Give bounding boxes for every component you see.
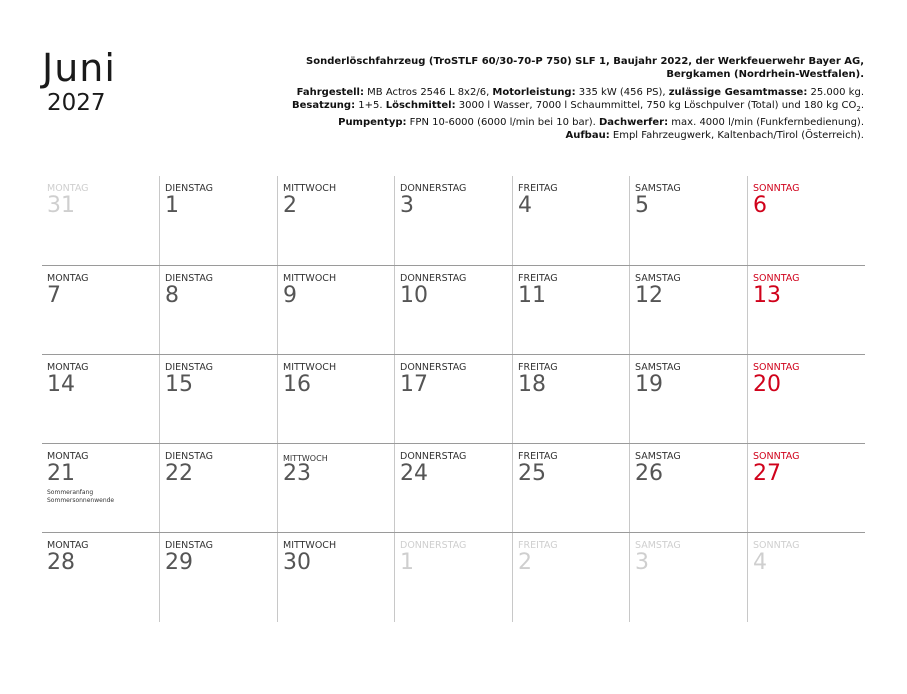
vehicle-description (264, 55, 864, 143)
besatzung-label: Besatzung: (291, 99, 356, 111)
info-line-pumpe (264, 116, 864, 129)
day-cell[interactable] (512, 355, 630, 444)
dachwerfer-label: Dachwerfer: (599, 117, 669, 129)
day-cell[interactable] (394, 444, 512, 533)
weekday-label: FREITAG (518, 451, 558, 462)
weekday-label: SAMSTAG (635, 273, 681, 284)
weekday-label: MITTWOCH (283, 540, 337, 551)
weekday-label: FREITAG (518, 362, 558, 373)
day-number: 14 (47, 372, 75, 397)
day-number: 29 (165, 550, 193, 575)
weekday-label: DIENSTAG (165, 362, 214, 373)
day-cell[interactable] (747, 533, 865, 622)
day-number: 20 (753, 372, 781, 397)
day-cell[interactable] (629, 176, 747, 265)
dachwerfer-value: max. 4000 l/min (Funkfernbedienung). (668, 117, 864, 129)
day-cell[interactable] (42, 533, 160, 622)
weekday-label: SONNTAG (753, 540, 800, 551)
aufbau-value: Empl Fahrzeugwerk, Kaltenbach/Tirol (Österreich). (609, 130, 864, 142)
day-number: 1 (165, 193, 179, 218)
motor-value: 335 kW (456 PS), (575, 86, 669, 98)
weekday-label: MITTWOCH (283, 273, 337, 284)
day-number: 13 (753, 283, 781, 308)
day-number: 30 (283, 550, 311, 575)
weekday-label: DIENSTAG (165, 451, 214, 462)
masse-label: zulässige Gesamtmasse: (668, 86, 808, 98)
day-cell[interactable] (277, 444, 395, 533)
day-number: 10 (400, 283, 428, 308)
weekday-label: FREITAG (518, 540, 558, 551)
day-number: 31 (47, 193, 75, 218)
day-cell[interactable] (42, 266, 160, 355)
week-row (42, 176, 865, 265)
day-cell[interactable] (629, 533, 747, 622)
weekday-label: SONNTAG (753, 451, 800, 462)
day-cell[interactable] (42, 444, 160, 533)
day-number: 11 (518, 283, 546, 308)
month-title: Juni (42, 46, 116, 90)
weekday-label: MITTWOCH (283, 183, 337, 194)
day-number: 3 (635, 550, 649, 575)
day-number: 2 (283, 193, 297, 218)
day-number: 21 (47, 461, 75, 486)
weekday-label: SONNTAG (753, 273, 800, 284)
day-cell[interactable] (394, 266, 512, 355)
week-row (42, 532, 865, 622)
weekday-label: MONTAG (47, 362, 89, 373)
week-row (42, 443, 865, 533)
day-cell[interactable] (747, 355, 865, 444)
besatzung-value: 1+5. (355, 99, 386, 111)
day-number: 3 (400, 193, 414, 218)
day-cell[interactable] (747, 444, 865, 533)
calendar-grid (42, 176, 865, 622)
weekday-label: FREITAG (518, 273, 558, 284)
weekday-label: SONNTAG (753, 362, 800, 373)
day-cell[interactable] (747, 176, 865, 265)
year-title: 2027 (47, 90, 106, 116)
fahrgestell-label: Fahrgestell: (296, 86, 364, 98)
day-cell[interactable] (747, 266, 865, 355)
day-cell[interactable] (159, 266, 277, 355)
day-cell[interactable] (629, 355, 747, 444)
day-number: 16 (283, 372, 311, 397)
weekday-label: MONTAG (47, 273, 89, 284)
weekday-label: DONNERSTAG (400, 540, 467, 551)
day-number: 7 (47, 283, 61, 308)
vehicle-title: Sonderlöschfahrzeug (TroSTLF 60/30-70-P 750) SLF 1, Baujahr 2022, der Werkfeuerwehr Bayer AG, Bergkamen (Nordrhein-Westfalen). (306, 56, 864, 81)
day-number: 4 (518, 193, 532, 218)
loeschmittel-end: . (860, 99, 864, 111)
weekday-label: DONNERSTAG (400, 451, 467, 462)
weekday-label: DIENSTAG (165, 183, 214, 194)
loeschmittel-label: Löschmittel: (385, 99, 456, 111)
day-number: 8 (165, 283, 179, 308)
day-number: 19 (635, 372, 663, 397)
day-number: 1 (400, 550, 414, 575)
fahrgestell-value: MB Actros 2546 L 8x2/6, (363, 86, 493, 98)
day-number: 28 (47, 550, 75, 575)
weekday-label: SAMSTAG (635, 183, 681, 194)
weekday-label: DIENSTAG (165, 273, 214, 284)
day-number: 9 (283, 283, 297, 308)
day-cell[interactable] (512, 266, 630, 355)
day-number: 18 (518, 372, 546, 397)
day-note: Sommeranfang (47, 489, 94, 496)
day-cell[interactable] (277, 176, 395, 265)
weekday-label: DONNERSTAG (400, 183, 467, 194)
day-number: 22 (165, 461, 193, 486)
day-number: 25 (518, 461, 546, 486)
day-cell[interactable] (42, 176, 160, 265)
aufbau-label: Aufbau: (565, 130, 610, 142)
weekday-label: SAMSTAG (635, 451, 681, 462)
week-row (42, 354, 865, 444)
weekday-label: SONNTAG (753, 183, 800, 194)
weekday-label: MITTWOCH (283, 362, 337, 373)
info-line-fahrgestell (264, 86, 864, 99)
info-line-aufbau (264, 129, 864, 142)
day-number: 17 (400, 372, 428, 397)
co2-subscript: 2 (856, 104, 861, 113)
day-number: 2 (518, 550, 532, 575)
weekday-label: DONNERSTAG (400, 273, 467, 284)
pumpe-value: FPN 10-6000 (6000 l/min bei 10 bar). (406, 117, 599, 129)
week-row (42, 265, 865, 355)
day-number: 23 (283, 461, 311, 486)
weekday-label: MONTAG (47, 540, 89, 551)
day-cell[interactable] (629, 444, 747, 533)
weekday-label: MONTAG (47, 451, 89, 462)
day-cell[interactable] (394, 355, 512, 444)
day-cell[interactable] (42, 355, 160, 444)
day-cell[interactable] (159, 176, 277, 265)
weekday-label: DIENSTAG (165, 540, 214, 551)
day-cell[interactable] (512, 444, 630, 533)
day-number: 6 (753, 193, 767, 218)
day-number: 26 (635, 461, 663, 486)
weekday-label: MONTAG (47, 183, 89, 194)
day-number: 12 (635, 283, 663, 308)
weekday-label: FREITAG (518, 183, 558, 194)
weekday-label: DONNERSTAG (400, 362, 467, 373)
day-cell[interactable] (629, 266, 747, 355)
day-number: 5 (635, 193, 649, 218)
weekday-label: MITTWOCH (283, 454, 328, 463)
day-number: 24 (400, 461, 428, 486)
loeschmittel-value: 3000 l Wasser, 7000 l Schaummittel, 750 kg Löschpulver (Total) und 180 kg CO (455, 99, 857, 111)
info-line-besatzung (264, 99, 864, 116)
day-note: Sommersonnenwende (47, 497, 115, 504)
weekday-label: SAMSTAG (635, 362, 681, 373)
day-cell[interactable] (512, 533, 630, 622)
motor-label: Motorleistung: (492, 86, 576, 98)
day-cell[interactable] (277, 355, 395, 444)
day-number: 4 (753, 550, 767, 575)
day-cell[interactable] (159, 444, 277, 533)
day-cell[interactable] (277, 266, 395, 355)
weekday-label: SAMSTAG (635, 540, 681, 551)
day-cell[interactable] (159, 355, 277, 444)
pumpe-label: Pumpentyp: (338, 117, 407, 129)
masse-value: 25.000 kg. (807, 86, 864, 98)
day-cell[interactable] (277, 533, 395, 622)
day-cell[interactable] (394, 176, 512, 265)
day-cell[interactable] (159, 533, 277, 622)
day-cell[interactable] (394, 533, 512, 622)
day-number: 27 (753, 461, 781, 486)
day-number: 15 (165, 372, 193, 397)
day-cell[interactable] (512, 176, 630, 265)
